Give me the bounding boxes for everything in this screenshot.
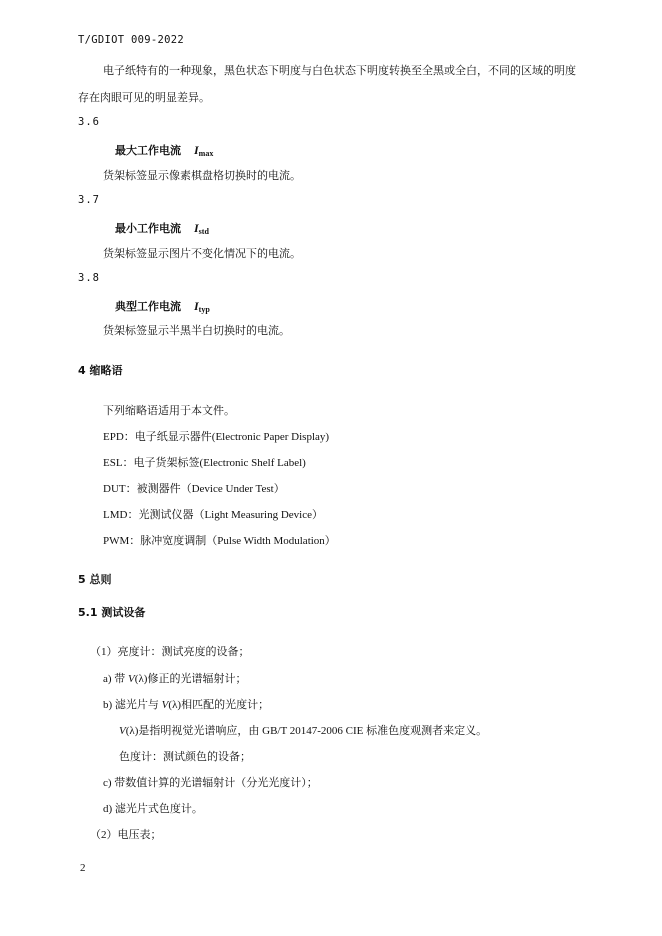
section-5-heading: 5 总则: [78, 573, 112, 586]
term-number-3-8: 3.8: [78, 272, 100, 284]
v-lambda-note: V(λ)是指明视觉光谱响应，由 GB/T 20147-2006 CIE 标准色度观测者来定义。: [119, 725, 488, 737]
page-number: 2: [80, 862, 86, 874]
abbreviation-item: DUT：被测器件（Device Under Test）: [103, 483, 285, 495]
term-heading-3-6: [115, 141, 213, 159]
term-definition-3-6: 货架标签显示像素棋盘格切换时的电流。: [103, 170, 301, 182]
term-definition-3-7: 货架标签显示图片不变化情况下的电流。: [103, 248, 301, 260]
abbreviation-item: PWM：脉冲宽度调制（Pulse Width Modulation）: [103, 535, 336, 547]
equipment-item-2: （2）电压表；: [90, 829, 162, 841]
term-title: 典型工作电流: [115, 300, 181, 313]
equipment-item-1b: b) 滤光片与 V(λ)相匹配的光度计；: [103, 699, 270, 711]
section-4-heading: 4 缩略语: [78, 364, 123, 377]
standard-number-header: T/GDIOT 009-2022: [78, 34, 184, 46]
intro-line-2: 存在肉眼可见的明显差异。: [78, 92, 210, 104]
abbreviation-item: EPD：电子纸显示器件(Electronic Paper Display): [103, 431, 330, 443]
term-symbol: $I_{std}$: [194, 221, 209, 236]
term-title: 最小工作电流: [115, 222, 181, 235]
term-definition-3-8: 货架标签显示半黑半白切换时的电流。: [103, 325, 290, 337]
abbreviation-item: LMD：光测试仪器（Light Measuring Device）: [103, 509, 323, 521]
color-meter-definition: 色度计：测试颜色的设备；: [119, 751, 251, 763]
term-number-3-6: 3.6: [78, 116, 100, 128]
section-4-intro: 下列缩略语适用于本文件。: [103, 405, 235, 417]
equipment-item-1a: a) 带 V(λ)修正的光谱辐射计；: [103, 673, 247, 685]
equipment-item-1c: c) 带数值计算的光谱辐射计（分光光度计）；: [103, 777, 318, 789]
term-symbol: $I_{typ}$: [194, 299, 210, 314]
equipment-item-1d: d) 滤光片式色度计。: [103, 803, 203, 815]
term-symbol: $I_{max}$: [194, 143, 214, 158]
equipment-item-1: （1）亮度计：测试亮度的设备；: [90, 646, 250, 658]
term-heading-3-8: [115, 297, 210, 315]
section-5-1-heading: 5.1 测试设备: [78, 606, 146, 619]
term-heading-3-7: [115, 219, 209, 237]
abbreviation-item: ESL：电子货架标签(Electronic Shelf Label): [103, 457, 306, 469]
term-number-3-7: 3.7: [78, 194, 100, 206]
term-title: 最大工作电流: [115, 144, 181, 157]
intro-line-1: 电子纸特有的一种现象，黑色状态下明度与白色状态下明度转换至全黑或全白，不同的区域的明度: [103, 65, 576, 77]
